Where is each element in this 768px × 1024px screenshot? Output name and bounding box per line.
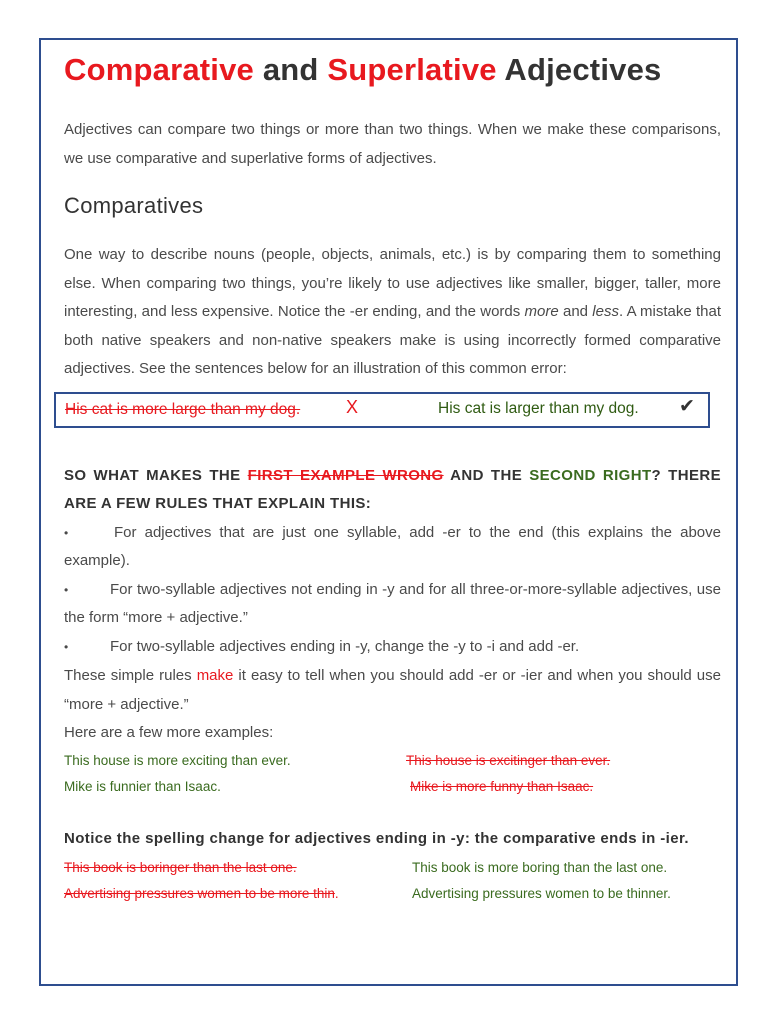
rules-heading-part1: SO WHAT MAKES THE — [64, 466, 248, 484]
example-row — [64, 748, 721, 774]
wrong-example: His cat is more large than my dog. — [65, 400, 301, 418]
comparatives-heading: Comparatives — [64, 193, 204, 218]
bullet-text: For two-syllable adjectives ending in -y, change the -y to -i and add -er. — [110, 637, 580, 655]
title-word-comparative: Comparative — [64, 52, 254, 87]
notice-paragraph: Notice the spelling change for adjectives ending in -y: the comparative ends in -ier. — [64, 830, 689, 848]
correct-example: Advertising pressures women to be thinner. — [412, 886, 671, 902]
incorrect-example-text: Advertising pressures women to be more thin — [64, 886, 335, 902]
word-and: and — [558, 303, 593, 321]
incorrect-example: This house is excitinger than ever. — [406, 753, 611, 769]
title-word-superlative: Superlative — [327, 52, 497, 87]
correct-example: This book is more boring than the last one. — [412, 860, 668, 876]
bullet-icon: • — [64, 639, 69, 654]
rules-summary-part2: it easy to tell when you should add -er or -ier and when you should use “more + adjective.” — [64, 667, 721, 713]
word-more: more — [524, 303, 559, 321]
rules-heading — [64, 462, 721, 519]
document-content — [64, 46, 721, 907]
bullet-icon: • — [64, 582, 69, 597]
comparatives-text-1: One way to describe nouns (people, objects, animals, etc.) is by comparing them to something else. When comparing two things, you’re likely to use adjectives like smaller, bigger, taller, more interesting, and less expensive. Notice the -er ending, and the words — [64, 246, 721, 321]
word-make: make — [196, 667, 234, 685]
bullet-item — [64, 519, 721, 576]
rules-heading-green: SECOND RIGHT — [529, 466, 652, 484]
bullet-text: For two-syllable adjectives not ending in -y and for all three-or-more-syllable adjectives, use the form “more + adjective.” — [64, 580, 721, 627]
correct-example: Mike is funnier than Isaac. — [64, 779, 221, 795]
incorrect-example-text: This book is boringer than the last one. — [64, 860, 297, 876]
check-mark-icon: ✔ — [679, 395, 695, 417]
title-word-and: and — [262, 52, 319, 87]
example-row — [64, 881, 721, 907]
comparatives-text-2: . A mistake that both native speakers and non-native speakers make is using incorrectly formed comparative adjectives. See the sentences below for an illustration of this common error: — [64, 303, 721, 378]
bullet-item — [64, 633, 721, 662]
page-title — [64, 46, 721, 94]
title-word-adjectives: Adjectives — [504, 52, 662, 87]
incorrect-example-suffix: . — [334, 886, 339, 902]
incorrect-example: Mike is more funny than Isaac. — [410, 779, 594, 795]
bullet-icon: • — [64, 525, 69, 540]
bullet-text: For adjectives that are just one syllable, add -er to the end (this explains the above example). — [64, 523, 721, 570]
word-less: less — [592, 303, 619, 321]
example-row — [64, 774, 721, 800]
more-examples-label: Here are a few more examples: — [64, 724, 274, 742]
rules-heading-part2: AND THE — [443, 466, 530, 484]
example-row — [64, 855, 721, 881]
bullet-item — [64, 576, 721, 633]
incorrect-example — [64, 886, 339, 901]
comparatives-paragraph — [64, 241, 721, 384]
correct-example: This house is more exciting than ever. — [64, 753, 291, 769]
rules-heading-strike: FIRST EXAMPLE WRONG — [247, 466, 444, 484]
rules-heading-part3: ? THERE ARE A FEW RULES THAT EXPLAIN THIS: — [64, 466, 722, 513]
right-example: His cat is larger than my dog. — [438, 399, 639, 417]
rules-summary-part1: These simple rules — [64, 667, 197, 685]
rules-summary — [64, 662, 721, 719]
incorrect-example — [64, 860, 297, 875]
x-mark-icon: X — [346, 396, 359, 417]
example-box — [54, 392, 710, 428]
intro-paragraph: Adjectives can compare two things or more than two things. When we make these comparisons, we use comparative and superlative forms of adjectives. — [64, 121, 721, 167]
